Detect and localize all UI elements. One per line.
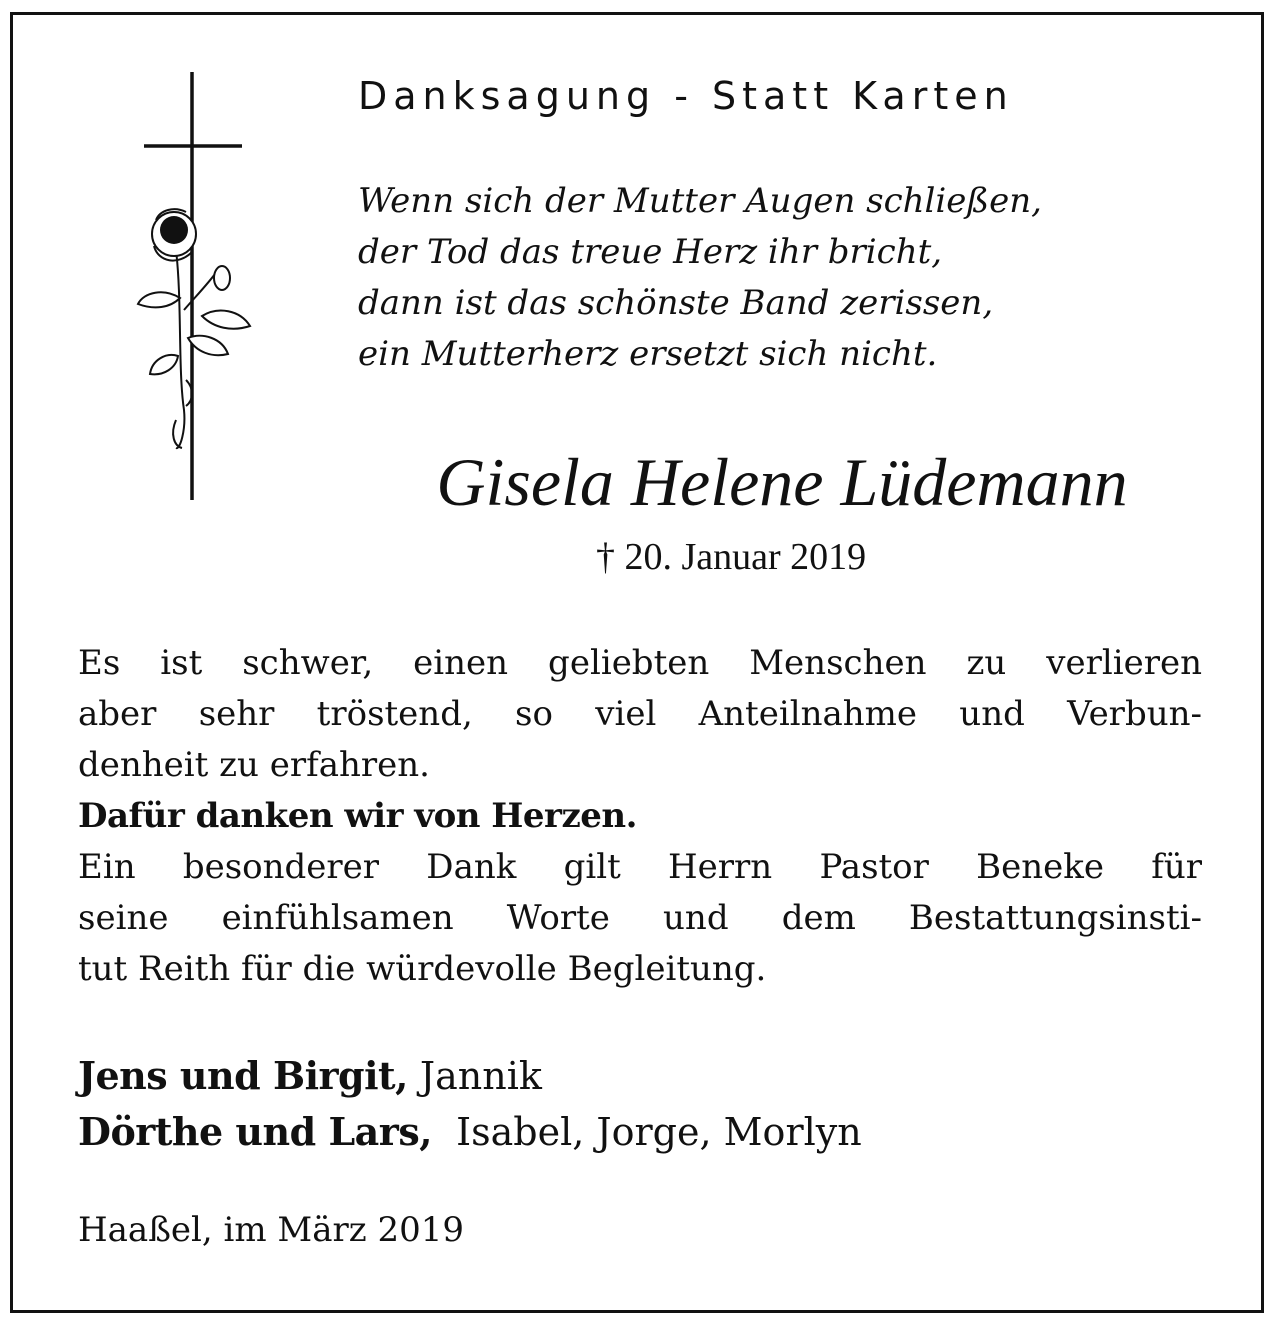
body-line-emphasis: Dafür danken wir von Herzen. xyxy=(78,796,637,836)
body-line: Ein besonderer Dank gilt Herrn Pastor Beneke für xyxy=(78,847,1202,887)
thank-you-text xyxy=(78,638,1202,995)
poem-line: Wenn sich der Mutter Augen schließen, xyxy=(358,181,1042,221)
place-and-date: Haaßel, im März 2019 xyxy=(78,1210,465,1250)
family-names-primary: Dörthe und Lars, xyxy=(78,1109,432,1154)
poem-line: dann ist das schönste Band zerissen, xyxy=(358,283,994,323)
poem xyxy=(358,176,1042,380)
cross-with-rose-icon xyxy=(130,70,260,502)
body-line: seine einfühlsamen Worte und dem Bestattungsinsti- xyxy=(78,898,1202,938)
deceased-name: Gisela Helene Lüdemann xyxy=(436,444,1128,520)
body-line: Es ist schwer, einen geliebten Menschen zu verlieren xyxy=(78,643,1202,683)
family-names-secondary: Isabel, Jorge, Morlyn xyxy=(431,1110,862,1154)
family-line xyxy=(78,1104,862,1160)
family-names-secondary: Jannik xyxy=(407,1054,542,1098)
death-date: † 20. Januar 2019 xyxy=(596,536,867,578)
family-line xyxy=(78,1048,862,1104)
body-line: denheit zu erfahren. xyxy=(78,745,430,785)
notice-heading: Danksagung - Statt Karten xyxy=(358,74,1014,118)
poem-line: ein Mutterherz ersetzt sich nicht. xyxy=(358,334,938,374)
family-names-primary: Jens und Birgit, xyxy=(78,1053,408,1098)
body-line: aber sehr tröstend, so viel Anteilnahme und Verbun- xyxy=(78,694,1202,734)
family-signature xyxy=(78,1048,862,1160)
poem-line: der Tod das treue Herz ihr bricht, xyxy=(358,232,943,272)
body-line: tut Reith für die würdevolle Begleitung. xyxy=(78,949,767,989)
